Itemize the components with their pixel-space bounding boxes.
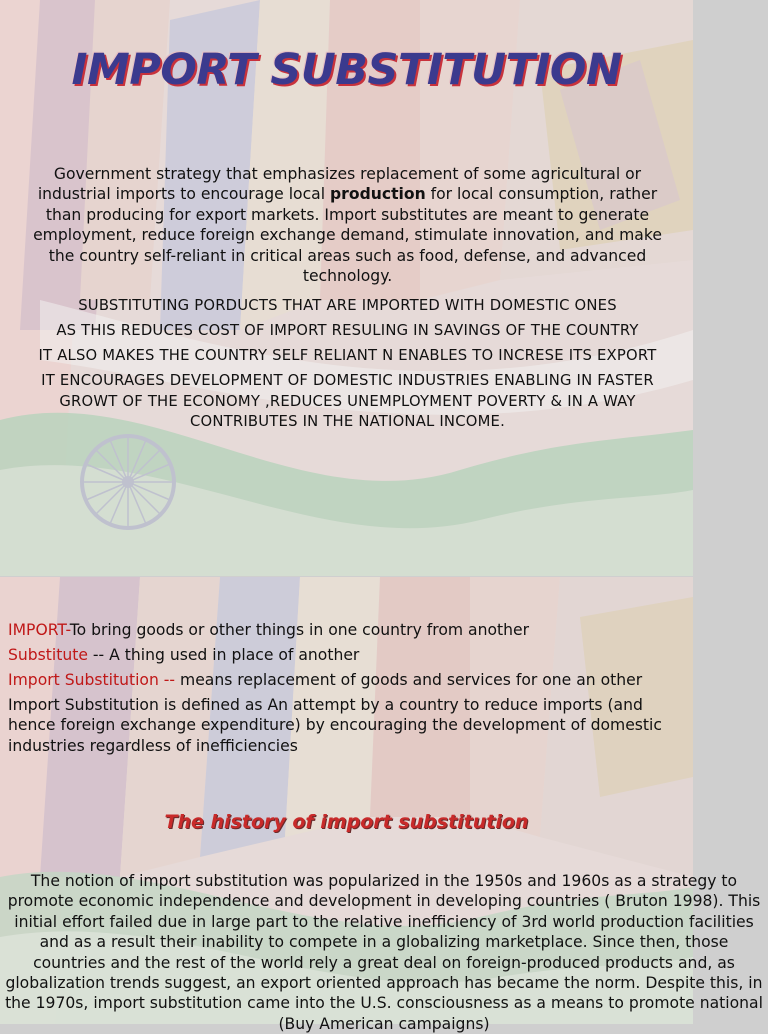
- definition-text: -- A thing used in place of another: [87, 646, 360, 664]
- definition-row: [8, 620, 689, 640]
- key-point: AS THIS REDUCES COST OF IMPORT RESULING IN SAVINGS OF THE COUNTRY: [56, 322, 639, 339]
- definition-term: Substitute: [8, 646, 88, 664]
- definition-text: means replacement of goods and services for one an other: [175, 671, 643, 689]
- definitions: [8, 620, 689, 761]
- slide-title: IMPORT SUBSTITUTION: [71, 45, 622, 95]
- history-paragraph: The notion of import substitution was popularized in the 1950s and 1960s as a strategy to promote economic independence and development in developing countries ( Bruton 1998). This initial effort failed due in large part to the relative inefficiency of 3rd world production facilities and as a result their inability to compete in a globalizing marketplace. Since then, those countries and the rest of the world rely a great deal on foreign-produced products and, as globalization trends suggest, an export oriented approach has became the norm. Despite this, in the 1970s, import substitution came into the U.S. consciousness as a means to promote national (Buy American campaigns): [5, 872, 763, 1033]
- key-points: [12, 296, 683, 437]
- definition-paragraph: Import Substitution is defined as An attempt by a country to reduce imports (and hence foreign exchange expenditure) by encouraging the development of domestic industries regardless of inefficiencies: [8, 696, 662, 755]
- definition-row: [8, 645, 689, 665]
- definition-term: IMPORT-: [8, 621, 70, 639]
- key-point: IT ALSO MAKES THE COUNTRY SELF RELIANT N ENABLES TO INCRESE ITS EXPORT: [38, 347, 657, 364]
- history-heading: The history of import substitution: [164, 811, 529, 833]
- intro-text-end: for local consumption, rather than producing for export markets. Import substitutes are meant to generate employment, reduce foreign exchange demand, stimulate innovation, and make the country self-reliant in critical areas such as food, defense, and advanced technology.: [33, 185, 662, 286]
- definition-text: To bring goods or other things in one country from another: [69, 621, 529, 639]
- intro-bold-word: production: [330, 185, 426, 204]
- definition-row: [8, 670, 689, 690]
- intro-paragraph: [20, 164, 675, 286]
- definition-term: Import Substitution --: [8, 671, 176, 689]
- key-point: SUBSTITUTING PORDUCTS THAT ARE IMPORTED WITH DOMESTIC ONES: [78, 297, 617, 314]
- intro-text-start: Government strategy that emphasizes replacement of some agricultural or industrial imports to encourage local: [37, 165, 642, 204]
- key-point: IT ENCOURAGES DEVELOPMENT OF DOMESTIC INDUSTRIES ENABLING IN FASTER GROWT OF THE ECONOMY ,REDUCES UNEMPLOYMENT POVERTY & IN A WAY CONTRIBUTES IN THE NATIONAL INCOME.: [41, 372, 654, 430]
